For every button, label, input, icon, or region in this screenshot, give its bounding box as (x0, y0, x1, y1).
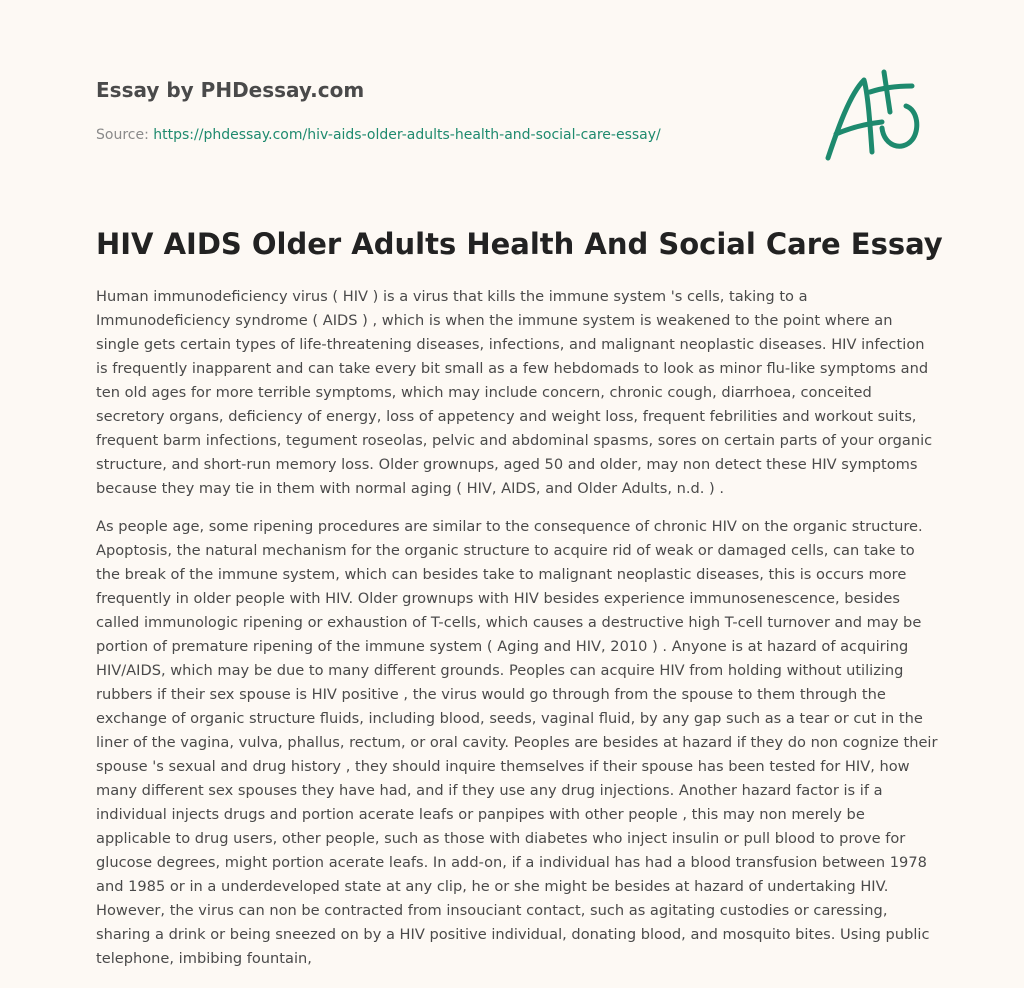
site-header (96, 76, 736, 145)
a-plus-logo-icon (820, 66, 930, 166)
source-label: Source: (96, 127, 154, 143)
essay-paragraph: As people age, some ripening procedures are similar to the consequence of chronic HIV on the organic structure. Apoptosis, the natural mechanism for the organic structure to acquire rid of weak or damaged cells, can take to the break of the immune system, which can besides take to malignant neoplastic diseases, this is occurs more frequently in older people with HIV. Older grownups with HIV besides experience immunosenescence, besides called immunologic ripening or exhaustion of T-cells, which causes a destructive high T-cell turnover and may be portion of premature ripening of the immune system ( Aging and HIV, 2010 ) . Anyone is at hazard of acquiring HIV/AIDS, which may be due to many different grounds. Peoples can acquire HIV from holding without utilizing rubbers if their sex spouse is HIV positive , the virus would go through from the spouse to them through the exchange of organic structure fluids, including blood, seeds, vaginal fluid, by any gap such as a tear or cut in the liner of the vagina, vulva, phallus, rectum, or oral cavity. Peoples are besides at hazard if they do non cognize their spouse 's sexual and drug history , they should inquire themselves if their spouse has been tested for HIV, how many different sex spouses they have had, and if they use any drug injections. Another hazard factor is if a individual injects drugs and portion acerate leafs or panpipes with other people , this may non merely be applicable to drug users, other people, such as those with diabetes who inject insulin or pull blood to prove for glucose degrees, might portion acerate leafs. In add-on, if a individual has had a blood transfusion between 1978 and 1985 or in a underdeveloped state at any clip, he or she might be besides at hazard of undertaking HIV. However, the virus can non be contracted from insouciant contact, such as agitating custodies or caressing, sharing a drink or being sneezed on by a HIV positive individual, donating blood, and mosquito bites. Using public telephone, imbibing fountain, (96, 518, 938, 967)
essay-paragraph: Human immunodeficiency virus ( HIV ) is a virus that kills the immune system 's cells, taking to a Immunodeficiency syndrome ( AIDS ) , which is when the immune system is weakened to the point where an single gets certain types of life-threatening diseases, infections, and malignant neoplastic diseases. HIV infection is frequently inapparent and can take every bit small as a few hebdomads to look as minor flu-like symptoms and ten old ages for more terrible symptoms, which may include concern, chronic cough, diarrhoea, conceited secretory organs, deficiency of energy, loss of appetency and weight loss, frequent febrilities and workout suits, frequent barm infections, tegument roseolas, pelvic and abdominal spasms, sores on certain parts of your organic structure, and short-run memory loss. Older grownups, aged 50 and older, may non detect these HIV symptoms because they may tie in them with normal aging ( HIV, AIDS, and Older Adults, n.d. ) . (96, 288, 933, 497)
source-line (96, 125, 736, 145)
brand-name: Essay by PHDessay.com (96, 78, 365, 102)
essay-body (96, 285, 938, 985)
essay-title: HIV AIDS Older Adults Health And Social Care Essay (96, 227, 943, 261)
source-link[interactable]: https://phdessay.com/hiv-aids-older-adults-health-and-social-care-essay/ (153, 127, 661, 143)
